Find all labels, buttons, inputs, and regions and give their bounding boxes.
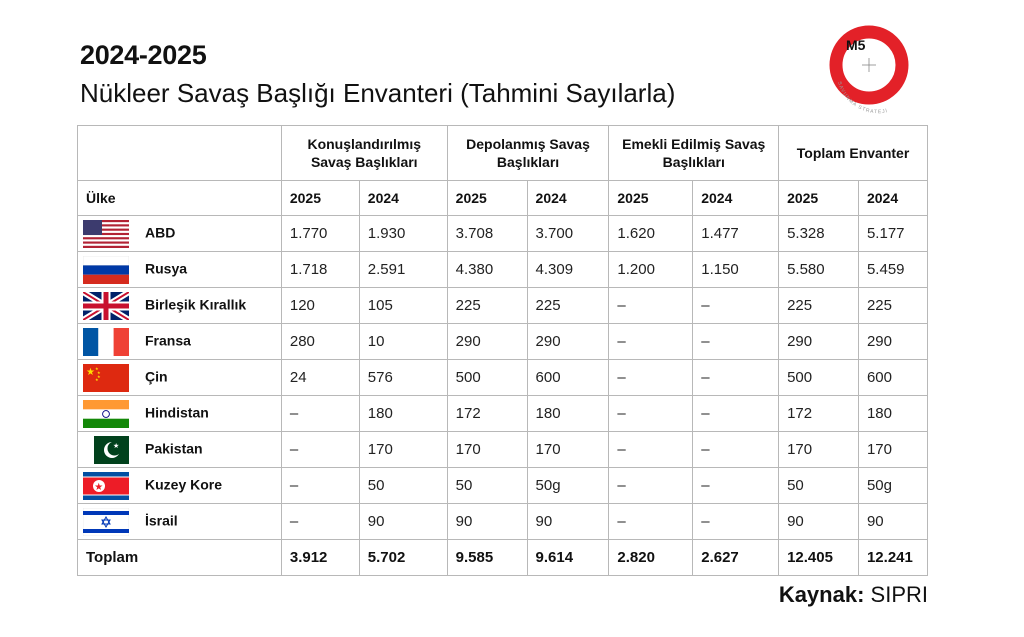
country-name: Kuzey Kore [145,476,223,493]
value-cell: 290 [779,324,859,360]
value-cell: 50g [527,468,609,504]
group-header-total: Toplam Envanter [779,126,928,181]
country-name: ABD [145,224,176,241]
country-name: Pakistan [145,440,203,457]
svg-text:★: ★ [86,366,95,378]
svg-text:★: ★ [97,369,101,375]
value-cell: – [609,360,693,396]
value-cell: 10 [359,324,447,360]
value-cell: – [693,504,779,540]
value-cell: 172 [447,396,527,432]
year-header: 2025 [281,181,359,216]
uk-flag-icon [83,292,129,320]
table-row [78,468,928,504]
title-year: 2024-2025 [80,40,207,70]
table-row [78,216,928,252]
value-cell: 5.580 [779,252,859,288]
value-cell: 50 [779,468,859,504]
value-cell: 1.930 [359,216,447,252]
value-cell: 280 [281,324,359,360]
country-name: İsrail [145,512,178,529]
value-cell: – [281,504,359,540]
value-cell: 50g [858,468,927,504]
group-header-stored: Depolanmış Savaş Başlıkları [447,126,609,181]
total-label: Toplam [78,540,282,576]
svg-text:★: ★ [113,442,120,450]
value-cell: 50 [447,468,527,504]
value-cell: 24 [281,360,359,396]
value-cell: – [281,468,359,504]
value-cell: 50 [359,468,447,504]
value-cell: 3.700 [527,216,609,252]
total-value-cell: 3.912 [281,540,359,576]
value-cell: 600 [858,360,927,396]
north-korea-flag-icon [83,472,129,500]
table-row [78,360,928,396]
france-flag-icon [83,328,129,356]
value-cell: 120 [281,288,359,324]
value-cell: 170 [779,432,859,468]
value-cell: – [693,288,779,324]
country-column-header: Ülke [78,181,282,216]
svg-text:★: ★ [97,373,101,379]
total-value-cell: 2.627 [693,540,779,576]
value-cell: 1.200 [609,252,693,288]
group-header-deployed: Konuşlandırılmış Savaş Başlıkları [281,126,447,181]
total-value-cell: 9.614 [527,540,609,576]
value-cell: 1.477 [693,216,779,252]
table-row [78,396,928,432]
value-cell: 600 [527,360,609,396]
year-header: 2025 [779,181,859,216]
country-name: Rusya [145,260,188,277]
table-row [78,252,928,288]
country-cell [78,288,282,324]
table-row [78,324,928,360]
value-cell: 2.591 [359,252,447,288]
value-cell: 180 [527,396,609,432]
value-cell: 3.708 [447,216,527,252]
country-cell [78,360,282,396]
value-cell: 5.328 [779,216,859,252]
value-cell: 90 [359,504,447,540]
value-cell: – [693,396,779,432]
corner-cell [78,126,282,181]
svg-text:★: ★ [95,365,99,371]
year-header: 2024 [858,181,927,216]
china-flag-icon [83,364,129,392]
value-cell: 500 [447,360,527,396]
group-header-retired: Emekli Edilmiş Savaş Başlıkları [609,126,779,181]
value-cell: 576 [359,360,447,396]
value-cell: 90 [858,504,927,540]
source-credit [779,582,928,608]
value-cell: 170 [447,432,527,468]
group-header-row [78,126,928,181]
country-name: Hindistan [145,404,209,421]
value-cell: 290 [447,324,527,360]
india-flag-icon [83,400,129,428]
value-cell: 1.150 [693,252,779,288]
value-cell: 225 [447,288,527,324]
value-cell: – [281,396,359,432]
year-header: 2025 [609,181,693,216]
value-cell: 290 [527,324,609,360]
warhead-inventory-table [77,125,928,576]
value-cell: – [693,432,779,468]
value-cell: – [693,324,779,360]
country-name: Birleşik Kırallık [145,296,247,313]
value-cell: 1.770 [281,216,359,252]
value-cell: 5.459 [858,252,927,288]
value-cell: – [609,288,693,324]
year-header: 2024 [527,181,609,216]
value-cell: 225 [527,288,609,324]
usa-flag-icon [83,220,129,248]
total-value-cell: 12.405 [779,540,859,576]
value-cell: 172 [779,396,859,432]
value-cell: – [609,504,693,540]
value-cell: 500 [779,360,859,396]
year-header: 2024 [359,181,447,216]
country-cell [78,216,282,252]
total-row [78,540,928,576]
source-value: SIPRI [870,582,928,607]
country-cell [78,252,282,288]
country-cell [78,324,282,360]
country-cell [78,468,282,504]
logo-mark: M5 [846,37,866,53]
total-value-cell: 9.585 [447,540,527,576]
value-cell: 225 [779,288,859,324]
value-cell: – [609,324,693,360]
country-cell [78,504,282,540]
svg-text:★: ★ [95,376,99,382]
source-label: Kaynak: [778,582,865,607]
value-cell: – [693,468,779,504]
value-cell: – [693,360,779,396]
value-cell: – [609,432,693,468]
country-name: Çin [145,368,168,385]
total-value-cell: 2.820 [609,540,693,576]
value-cell: 170 [359,432,447,468]
value-cell: 90 [779,504,859,540]
country-cell [78,396,282,432]
value-cell: 180 [359,396,447,432]
total-value-cell: 12.241 [858,540,927,576]
value-cell: 90 [447,504,527,540]
value-cell: – [281,432,359,468]
value-cell: 290 [858,324,927,360]
logo-ring-text: SAVUNMA STRATEJİ [836,80,889,116]
country-name: Fransa [145,332,191,349]
value-cell: 4.380 [447,252,527,288]
value-cell: – [609,468,693,504]
value-cell: 170 [858,432,927,468]
value-cell: 170 [527,432,609,468]
table-row [78,288,928,324]
value-cell: 105 [359,288,447,324]
value-cell: 90 [527,504,609,540]
value-cell: 5.177 [858,216,927,252]
total-value-cell: 5.702 [359,540,447,576]
value-cell: 1.620 [609,216,693,252]
year-header: 2025 [447,181,527,216]
year-header: 2024 [693,181,779,216]
israel-flag-icon [83,508,129,536]
table-row [78,432,928,468]
m5-logo [826,22,926,122]
page-title: Nükleer Savaş Başlığı Envanteri (Tahmini Sayılarla) [80,78,676,108]
value-cell: 180 [858,396,927,432]
country-cell [78,432,282,468]
russia-flag-icon [83,256,129,284]
year-header-row [78,181,928,216]
pakistan-flag-icon [83,436,129,464]
table-row [78,504,928,540]
value-cell: 225 [858,288,927,324]
value-cell: 4.309 [527,252,609,288]
value-cell: 1.718 [281,252,359,288]
svg-text:★: ★ [94,481,104,493]
m5-logo-icon [826,22,926,122]
value-cell: – [609,396,693,432]
